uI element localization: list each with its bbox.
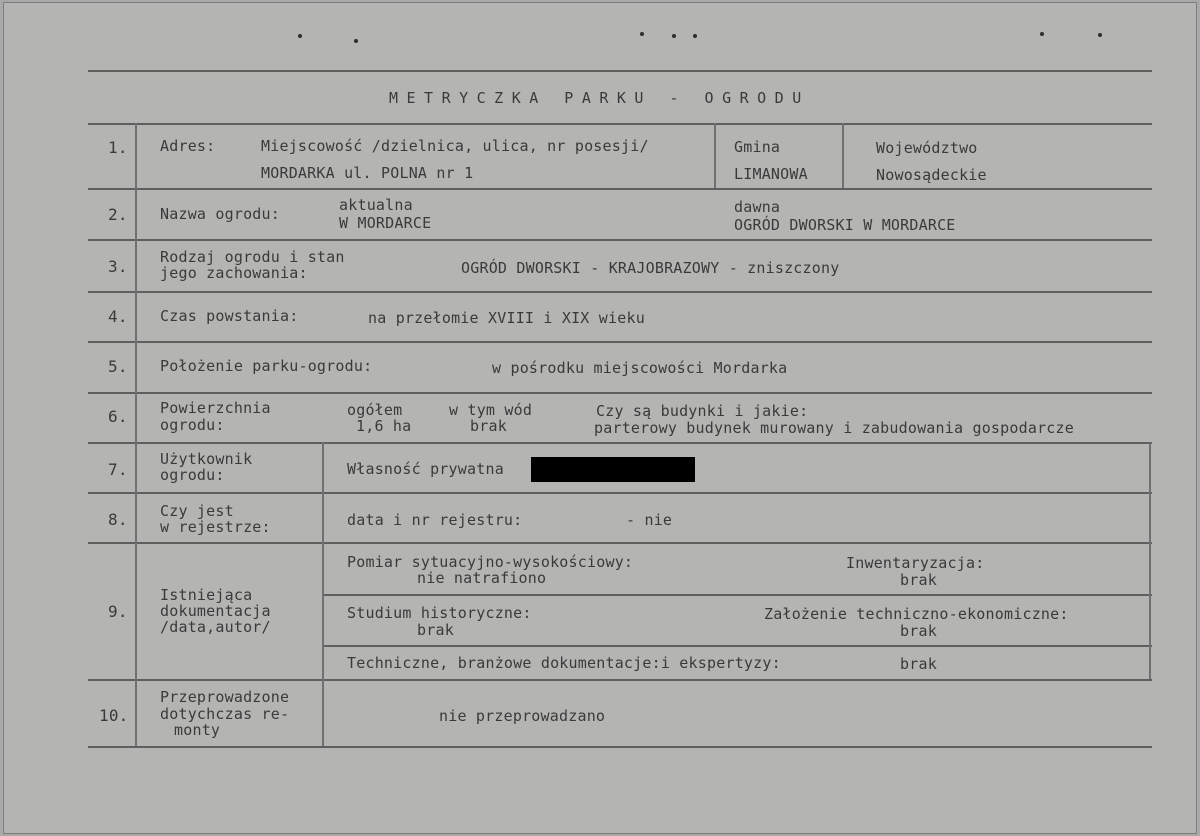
user-label-line2: ogrodu: <box>160 466 225 484</box>
punch-mark <box>1098 33 1102 37</box>
current-name-value: W MORDARCE <box>339 214 432 232</box>
user-label-line1: Użytkownik <box>160 450 253 468</box>
punch-mark <box>693 34 697 38</box>
user-value: Własność prywatna <box>347 460 504 478</box>
renovations-label-line3: monty <box>174 721 221 739</box>
punch-mark <box>640 32 644 36</box>
gmina-header: Gmina <box>734 138 781 156</box>
rule-row4 <box>88 341 1152 343</box>
documentation-label-line3: /data,autor/ <box>160 618 271 636</box>
former-name-value: OGRÓD DWORSKI W MORDARCE <box>734 216 956 234</box>
survey-header: Pomiar sytuacyjno-wysokościowy: <box>347 553 634 571</box>
buildings-value: parterowy budynek murowany i zabudowania gospodarcze <box>594 419 1074 437</box>
historical-study-header: Studium historyczne: <box>347 604 532 622</box>
water-area-header: w tym wód <box>449 401 533 419</box>
current-name-header: aktualna <box>339 196 413 214</box>
garden-name-label: Nazwa ogrodu: <box>160 205 280 223</box>
tech-econ-value: brak <box>900 622 937 640</box>
total-area-header: ogółem <box>347 401 403 419</box>
punch-mark <box>672 34 676 38</box>
row-number: 8. <box>108 510 128 529</box>
register-label-line2: w rejestrze: <box>160 518 271 536</box>
expertise-value: brak <box>900 655 937 673</box>
locality-value: MORDARKA ul. POLNA nr 1 <box>261 164 474 182</box>
col-label-divider <box>322 442 324 746</box>
documentation-label-line2: dokumentacja <box>160 602 271 620</box>
creation-time-label: Czas powstania: <box>160 307 299 325</box>
historical-study-value: brak <box>417 621 454 639</box>
location-label: Położenie parku-ogrodu: <box>160 357 373 375</box>
address-label: Adres: <box>160 137 216 155</box>
punch-mark <box>298 34 302 38</box>
row-number: 4. <box>108 307 128 326</box>
row1-gmina-divider <box>714 123 716 188</box>
tech-econ-header: Założenie techniczno-ekonomiczne: <box>764 605 1069 623</box>
area-label-line2: ogrodu: <box>160 416 225 434</box>
row-number: 9. <box>108 602 128 621</box>
punch-mark <box>354 39 358 43</box>
rule-row5 <box>88 392 1152 394</box>
row-number: 10. <box>99 706 129 725</box>
rule-row9 <box>88 679 1152 681</box>
row-number: 5. <box>108 357 128 376</box>
rule-top <box>88 70 1152 72</box>
register-header: data i nr rejestru: <box>347 511 523 529</box>
garden-type-value: OGRÓD DWORSKI - KRAJOBRAZOWY - zniszczony <box>461 259 840 277</box>
rule-row3 <box>88 291 1152 293</box>
garden-type-label-line1: Rodzaj ogrodu i stan <box>160 248 345 266</box>
voivodeship-header: Województwo <box>876 139 978 157</box>
row-number: 3. <box>108 257 128 276</box>
redaction-bar <box>531 457 695 482</box>
buildings-header: Czy są budynki i jakie: <box>596 402 809 420</box>
document-title: METRYCZKA PARKU - OGRODU <box>389 89 810 107</box>
rule-bottom <box>88 746 1152 748</box>
water-area-value: brak <box>470 417 507 435</box>
inventory-value: brak <box>900 571 937 589</box>
rule-row8 <box>88 542 1152 544</box>
row-number: 2. <box>108 205 128 224</box>
documentation-label-line1: Istniejąca <box>160 586 253 604</box>
row-number: 7. <box>108 460 128 479</box>
inventory-header: Inwentaryzacja: <box>846 554 985 572</box>
right-border <box>1149 443 1151 679</box>
row1-woj-divider <box>842 123 844 188</box>
register-label-line1: Czy jest <box>160 502 234 520</box>
renovations-value: nie przeprowadzano <box>439 707 606 725</box>
total-area-value: 1,6 ha <box>356 417 412 435</box>
row-number: 6. <box>108 407 128 426</box>
document-sheet <box>3 2 1197 834</box>
garden-type-label-line2: jego zachowania: <box>160 264 308 282</box>
renovations-label-line1: Przeprowadzone <box>160 688 290 706</box>
locality-header: Miejscowość /dzielnica, ulica, nr posesji/ <box>261 137 649 155</box>
survey-value: nie natrafiono <box>417 569 547 587</box>
area-label-line1: Powierzchnia <box>160 399 271 417</box>
register-value: - nie <box>626 511 673 529</box>
renovations-label-line2: dotychczas re- <box>160 705 290 723</box>
rule-row9b <box>322 645 1152 647</box>
gmina-value: LIMANOWA <box>734 165 808 183</box>
rule-row7 <box>88 492 1152 494</box>
expertise-header: Techniczne, branżowe dokumentacje:i ekspertyzy: <box>347 654 781 672</box>
rule-under-title <box>88 123 1152 125</box>
punch-mark <box>1040 32 1044 36</box>
rule-row9a <box>322 594 1152 596</box>
rule-row6 <box>88 442 1152 444</box>
row-number: 1. <box>108 138 128 157</box>
col-number-divider <box>135 123 137 746</box>
voivodeship-value: Nowosądeckie <box>876 166 987 184</box>
former-name-header: dawna <box>734 198 781 216</box>
location-value: w pośrodku miejscowości Mordarka <box>492 359 788 377</box>
rule-row2 <box>88 239 1152 241</box>
rule-row1 <box>88 188 1152 190</box>
creation-time-value: na przełomie XVIII i XIX wieku <box>368 309 645 327</box>
